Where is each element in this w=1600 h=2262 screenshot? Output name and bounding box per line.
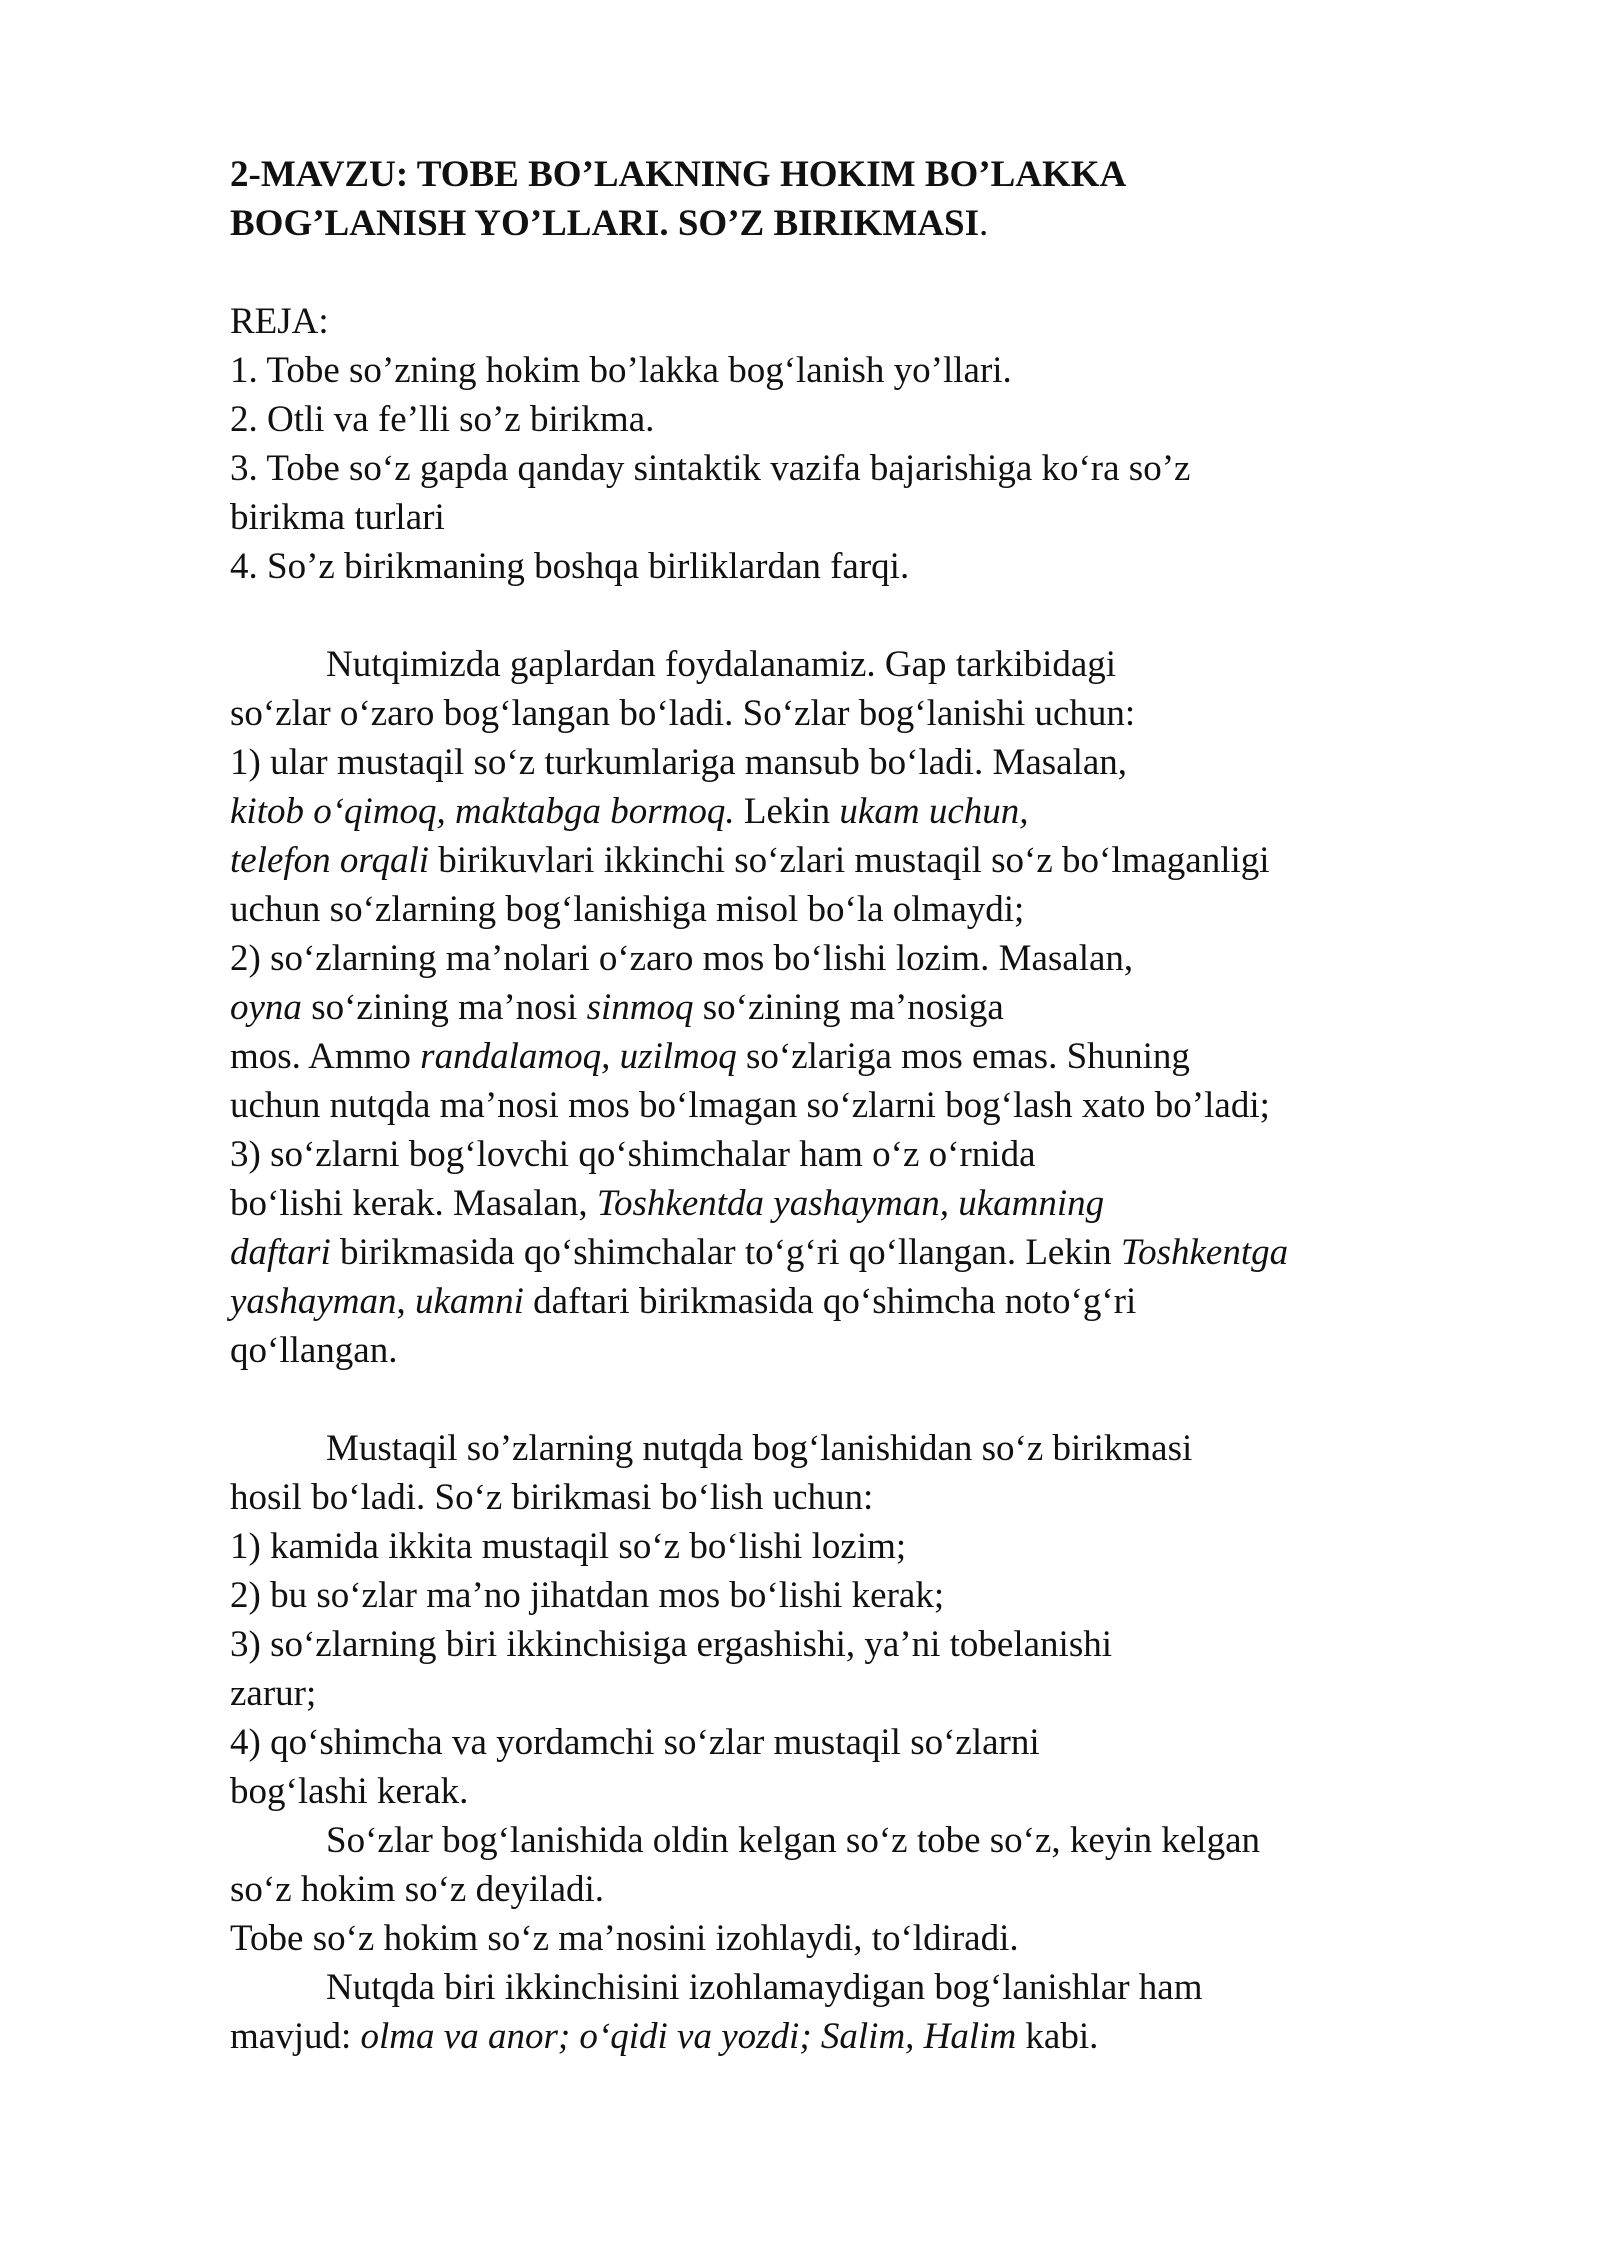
p1-text: daftari birikmasida qo‘shimcha noto‘g‘ri — [523, 1281, 1137, 1322]
plan-item: 4. So’z birikmaning boshqa birliklardan farqi. — [230, 546, 910, 587]
p2-line — [230, 2012, 1530, 2061]
example-italic: olma va anor; o‘qidi va yozdi; Salim, Halim — [360, 2016, 1017, 2057]
document-page — [230, 150, 1530, 2061]
p1-text: Lekin — [734, 791, 840, 832]
example-italic: ukamni — [414, 1281, 524, 1322]
p1-line — [230, 1228, 1530, 1277]
p2-line: 4) qo‘shimcha va yordamchi so‘zlar mustaqil so‘zlarni — [230, 1722, 1040, 1763]
p1-text: birikmasida qo‘shimchalar to‘g‘ri qo‘llangan. Lekin — [330, 1232, 1121, 1273]
plan-item: 1. Tobe so’zning hokim bo’lakka bog‘lanish yo’llari. — [230, 350, 1012, 391]
paragraph-1 — [230, 640, 1530, 1375]
p1-line: so‘zlar o‘zaro bog‘langan bo‘ladi. So‘zlar bog‘lanishi uchun: — [230, 693, 1136, 734]
example-italic: randalamoq, uzilmoq — [420, 1036, 737, 1077]
paragraph-2 — [230, 1424, 1530, 2061]
p2-line: hosil bo‘ladi. So‘z birikmasi bo‘lish uchun: — [230, 1477, 874, 1518]
p1-line: Nutqimizda gaplardan foydalanamiz. Gap tarkibidagi — [326, 644, 1117, 685]
p1-text: so‘zining ma’nosiga — [693, 987, 1004, 1028]
example-italic: telefon orqali — [230, 840, 430, 881]
title-line-2 — [230, 199, 1530, 248]
example-italic: Toshkentda yashayman, ukamning — [596, 1183, 1105, 1224]
p1-line: 1) ular mustaqil so‘z turkumlariga mansub bo‘ladi. Masalan, — [230, 742, 1128, 783]
p2-line: 2) bu so‘zlar ma’no jihatdan mos bo‘lishi kerak; — [230, 1575, 945, 1616]
p2-line: So‘zlar bog‘lanishida oldin kelgan so‘z tobe so‘z, keyin kelgan — [326, 1820, 1260, 1861]
p1-line — [230, 836, 1530, 885]
p1-line: 2) so‘zlarning ma’nolari o‘zaro mos bo‘lishi lozim. Masalan, — [230, 938, 1134, 979]
example-italic: Toshkentga — [1120, 1232, 1289, 1273]
p2-line: bog‘lashi kerak. — [230, 1771, 469, 1812]
plan-section — [230, 297, 1530, 591]
p2-line: 1) kamida ikkita mustaqil so‘z bo‘lishi lozim; — [230, 1526, 907, 1567]
title-line-2-bold: BOG’LANISH YO’LLARI. SO’Z BIRIKMASI — [230, 203, 980, 244]
title-line-2-tail: . — [979, 203, 989, 244]
topic-title — [230, 150, 1530, 248]
plan-item: birikma turlari — [230, 497, 445, 538]
plan-heading: REJA: — [230, 301, 329, 342]
example-italic: kitob o‘qimoq, maktabga bormoq. — [230, 791, 735, 832]
p1-line — [230, 1032, 1530, 1081]
p1-line: uchun nutqda ma’nosi mos bo‘lmagan so‘zlarni bog‘lash xato bo’ladi; — [230, 1085, 1270, 1126]
p1-text: bo‘lishi kerak. Masalan, — [230, 1183, 597, 1224]
example-italic: oyna — [230, 987, 302, 1028]
p2-line: so‘z hokim so‘z deyiladi. — [230, 1869, 605, 1910]
plan-item: 3. Tobe so‘z gapda qanday sintaktik vazifa bajarishiga ko‘ra so’z — [230, 448, 1191, 489]
p1-text: , — [396, 1281, 415, 1322]
p2-line: 3) so‘zlarning biri ikkinchisiga ergashishi, ya’ni tobelanishi — [230, 1624, 1113, 1665]
p1-line — [230, 1277, 1530, 1326]
p1-line — [230, 1179, 1530, 1228]
p2-line: Nutqda biri ikkinchisini izohlamaydigan bog‘lanishlar ham — [326, 1967, 1203, 2008]
p2-line: zarur; — [230, 1673, 317, 1714]
p1-line: uchun so‘zlarning bog‘lanishiga misol bo‘la olmaydi; — [230, 889, 1025, 930]
p1-line — [230, 787, 1530, 836]
p2-line: Tobe so‘z hokim so‘z ma’nosini izohlaydi, to‘ldiradi. — [230, 1918, 1019, 1959]
p2-line: Mustaqil so’zlarning nutqda bog‘lanishidan so‘z birikmasi — [326, 1428, 1193, 1469]
title-line-1: 2-MAVZU: TOBE BO’LAKNING HOKIM BO’LAKKA — [230, 154, 1127, 195]
p2-text: mavjud: — [230, 2016, 361, 2057]
example-italic: daftari — [230, 1232, 331, 1273]
p1-line: 3) so‘zlarni bog‘lovchi qo‘shimchalar ham o‘z o‘rnida — [230, 1134, 1036, 1175]
p1-text: birikuvlari ikkinchi so‘zlari mustaqil so‘z bo‘lmaganligi — [429, 840, 1270, 881]
example-italic: yashayman — [230, 1281, 397, 1322]
p1-line: qo‘llangan. — [230, 1330, 398, 1371]
p2-text: kabi. — [1016, 2016, 1099, 2057]
p1-text: so‘zining ma’nosi — [301, 987, 587, 1028]
example-italic: ukam uchun, — [839, 791, 1029, 832]
p1-line — [230, 983, 1530, 1032]
p1-text: mos. Ammo — [230, 1036, 421, 1077]
plan-item: 2. Otli va fe’lli so’z birikma. — [230, 399, 655, 440]
example-italic: sinmoq — [586, 987, 694, 1028]
p1-text: so‘zlariga mos emas. Shuning — [736, 1036, 1190, 1077]
